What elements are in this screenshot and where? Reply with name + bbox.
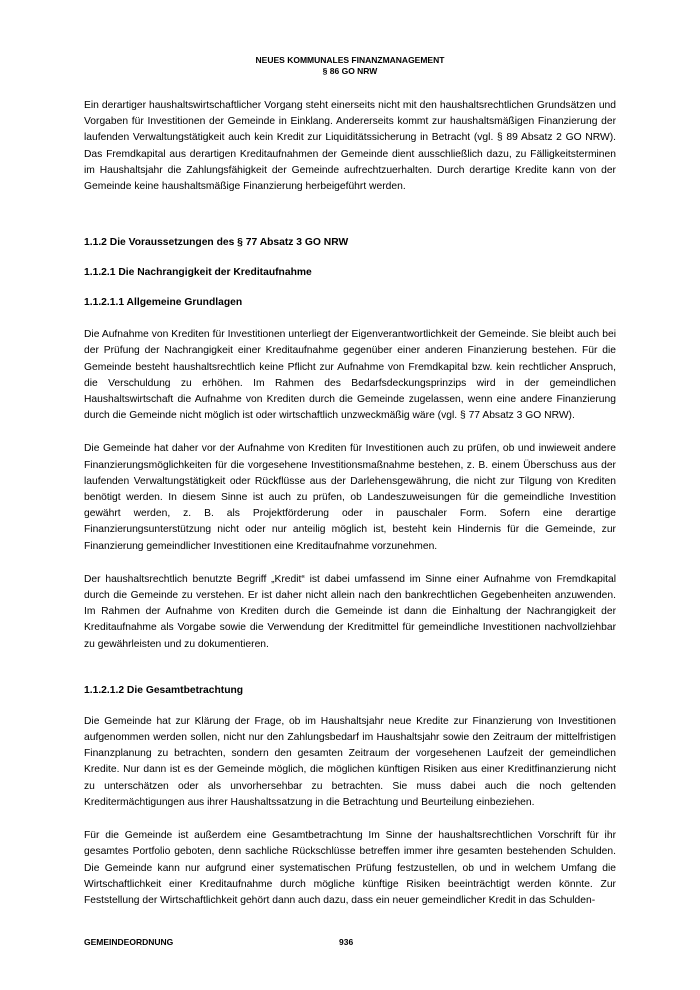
header-section: § 86 GO NRW [322, 66, 378, 76]
paragraph-2: Die Aufnahme von Krediten für Investitionen unterliegt der Eigenverantwortlichkeit der Gemeinde. Sie bleibt auch bei der Prüfung der Nachrangigkeit einer Kreditaufnahme gegenüber einer anderen Finanzierung bestehen. Für die Gemeinde besteht haushaltsrechtlich keine Pflicht zur Aufnahme von Fremdkapital bzw. kein rechtlicher Anspruch, die Verschuldung zu erhöhen. Im Rahmen des Bedarfsdeckungsprinzips wird in der gemeindlichen Haushaltswirtschaft die Aufnahme von Krediten durch die Gemeinde zugelassen, wenn eine andere Finanzierung durch die Gemeinde nicht möglich ist oder wirtschaftlich unzweckmäßig wäre (vgl. § 77 Absatz 3 GO NRW). [84, 329, 616, 422]
paragraph-6: Für die Gemeinde ist außerdem eine Gesamtbetrachtung Im Sinne der haushaltsrechtlichen Vorschrift für ihr gesamtes Portfolio geboten, denn sachliche Rückschlüsse betreffen immer ihre gesamten bestehenden Schulden. Die Gemeinde kann nur aufgrund einer systematischen Prüfung festzustellen, ob und in welchem Umfang die Wirtschaftlichkeit einer Kreditaufnahme durch mögliche künftige Risiken beeinträchtigt werden könnte. Zur Feststellung der Wirtschaftlichkeit gehört dann auch dazu, dass ein neuer gemeindlicher Kredit in das Schulden- [84, 830, 616, 906]
footer-label: GEMEINDEORDNUNG [84, 937, 174, 947]
heading-1-1-2: 1.1.2 Die Voraussetzungen des § 77 Absatz 3 GO NRW [84, 237, 349, 249]
heading-1-1-2-1-2: 1.1.2.1.2 Die Gesamtbetrachtung [84, 684, 244, 696]
header-title: NEUES KOMMUNALES FINANZMANAGEMENT [255, 55, 445, 65]
paragraph-1: Ein derartiger haushaltswirtschaftlicher Vorgang steht einerseits nicht mit den haushaltsrechtlichen Grundsätzen und Vorgaben für Investitionen der Gemeinde in Einklang. Andererseits kommt zur haushaltsmäßigen Finanzierung der laufenden Verwaltungstätigkeit auch kein Kredit zur Liquiditätssicherung in Betracht (vgl. § 89 Absatz 2 GO NRW). Das Fremdkapital aus derartigen Kreditaufnahmen der Gemeinde dient ausschließlich dazu, zu Fälligkeitsterminen im Haushaltsjahr die Zahlungsfähigkeit der Gemeinde aufrechtzuerhalten. Durch derartige Kredite kann von der Gemeinde keine haushaltsmäßige Finanzierung herbeigeführt werden. [84, 100, 616, 193]
page-number: 936 [339, 937, 354, 947]
paragraph-5: Die Gemeinde hat zur Klärung der Frage, ob im Haushaltsjahr neue Kredite zur Finanzierung von Investitionen aufgenommen werden sollen, nicht nur den Zahlungsbedarf im Haushaltsjahr sowie den Zeitraum der mittelfristigen Finanzplanung zu betrachten, sondern den gesamten Zeitraum der vorgesehenen Laufzeit der gemeindlichen Kredite. Nur dann ist es der Gemeinde möglich, die möglichen künftigen Risiken aus einer Kreditfinanzierung nicht zu unterschätzen oder als unvorhersehbar zu betrachten. Sie muss dabei auch die noch geltenden Kreditermächtigungen aus ihrer Haushaltssatzung in die Betrachtung und Beurteilung einbeziehen. [84, 715, 616, 808]
page-header [0, 55, 700, 77]
paragraph-3: Die Gemeinde hat daher vor der Aufnahme von Krediten für Investitionen auch zu prüfen, ob und inwieweit andere Finanzierungsmöglichkeiten für die vorgesehene Investitionsmaßnahme bestehen, z. B. einem Überschuss aus der laufenden Verwaltungstätigkeit oder Rückflüsse aus der Darlehensgewährung, die nicht zur Tilgung von Krediten benötigt werden. In diesem Sinne ist auch zu prüfen, ob Landeszuweisungen für die gemeindliche Investition gewährt werden, z. B. als Projektförderung oder in pauschaler Form. Sofern eine derartige Finanzierungsunterstützung nicht oder nur anteilig möglich ist, besteht kein Hindernis für die Gemeinde, zur Finanzierung gemeindlicher Investitionen eine Kreditaufnahme vorzunehmen. [84, 443, 616, 552]
heading-1-1-2-1: 1.1.2.1 Die Nachrangigkeit der Kreditaufnahme [84, 267, 312, 279]
heading-1-1-2-1-1: 1.1.2.1.1 Allgemeine Grundlagen [84, 297, 243, 309]
page-content [84, 98, 616, 909]
paragraph-4: Der haushaltsrechtlich benutzte Begriff „Kredit“ ist dabei umfassend im Sinne einer Aufnahme von Fremdkapital durch die Gemeinde zu verstehen. Er ist daher nicht allein nach den bankrechtlichen Gegebenheiten anzuwenden. Im Rahmen der Aufnahme von Krediten durch die Gemeinde ist dann die Einhaltung der Nachrangigkeit der Kreditaufnahme als Vorgabe sowie die Verwendung der Kreditmittel für gemeindliche Investitionen nachvollziehbar zu gewährleisten und zu dokumentieren. [84, 573, 616, 650]
